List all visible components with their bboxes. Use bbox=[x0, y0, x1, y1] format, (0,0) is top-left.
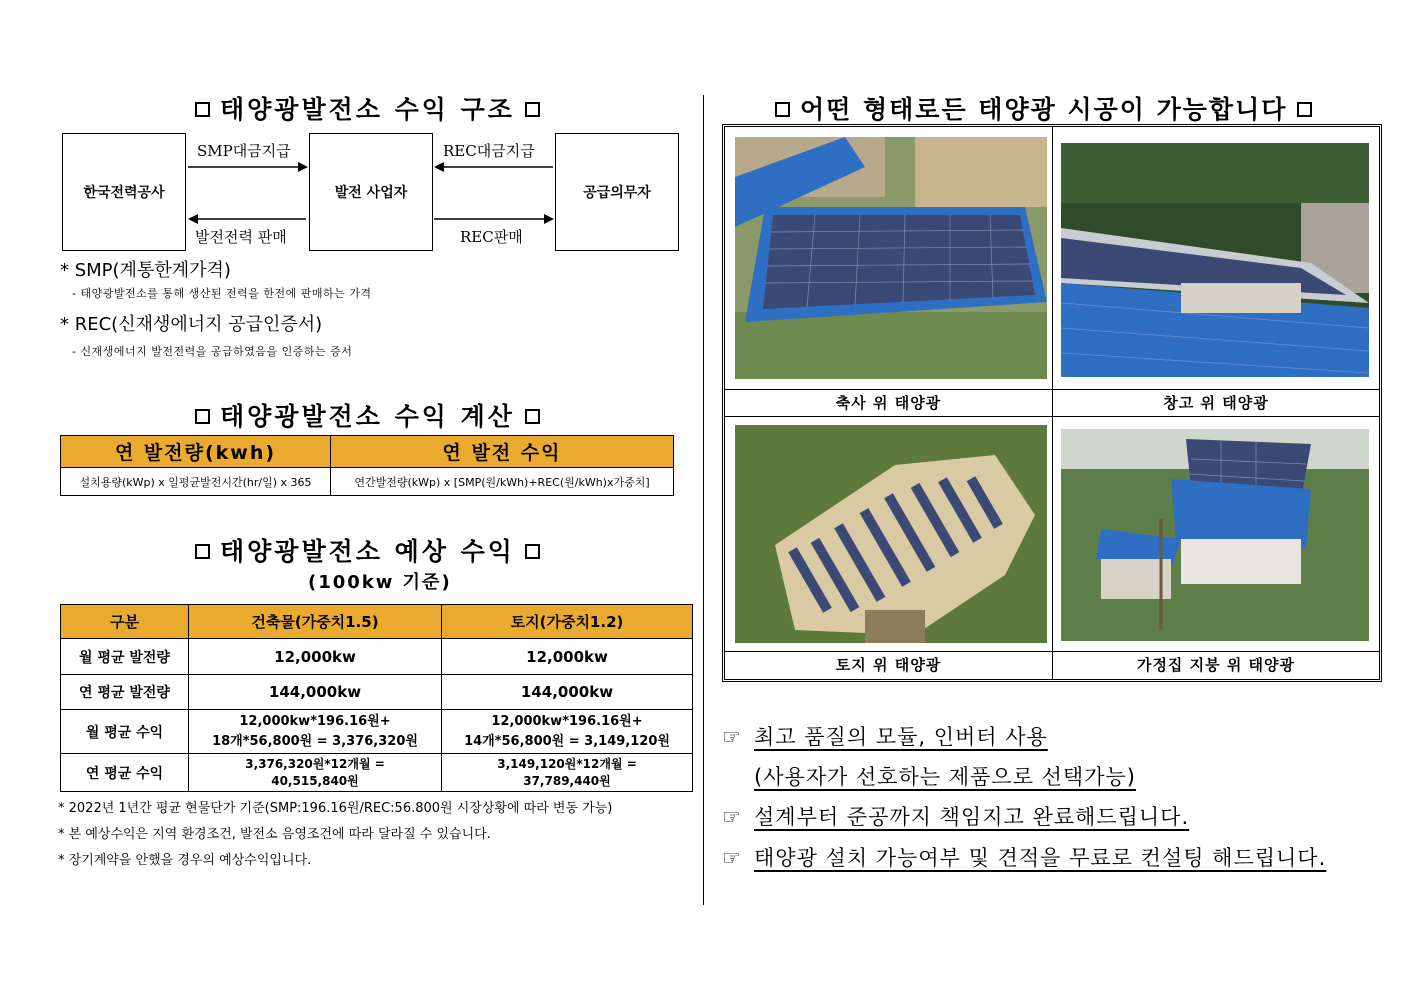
smp-note: * SMP(계통한계가격) bbox=[60, 260, 231, 281]
checkbox-square-icon bbox=[1297, 102, 1312, 117]
arrow-left-icon bbox=[188, 214, 306, 224]
table-row bbox=[61, 675, 693, 710]
operator-box: 발전 사업자 bbox=[309, 133, 433, 251]
building-value: 12,000kw*196.16원+ 18개*56,800원 = 3,376,320원 bbox=[189, 710, 442, 754]
caption-land: 토지 위 태양광 bbox=[725, 651, 1052, 678]
calc-formula-generation: 설치용량(kWp) x 일평균발전시간(hr/일) x 365 bbox=[61, 468, 331, 496]
photo-grid bbox=[722, 124, 1382, 682]
row-label: 월 평균 수익 bbox=[61, 710, 189, 754]
building-value: 12,000kw bbox=[189, 639, 442, 675]
arrow-right-icon bbox=[434, 214, 554, 224]
land-value: 3,149,120원*12개월 = 37,789,440원 bbox=[442, 754, 693, 792]
land-value: 12,000kw bbox=[442, 639, 693, 675]
rec-note-desc: - 신재생에너지 발전전력을 공급하였음을 인증하는 증서 bbox=[72, 345, 353, 358]
smp-pay-label: SMP대금지급 bbox=[197, 142, 291, 160]
structure-title: 태양광발전소 수익 구조 bbox=[185, 90, 550, 126]
calc-header-revenue: 연 발전 수익 bbox=[331, 436, 674, 468]
bullet-responsibility: ☞ 설계부터 준공까지 책임지고 완료해드립니다. bbox=[722, 805, 1190, 829]
arrow-left-icon bbox=[434, 162, 553, 172]
bullet-choice: (사용자가 선호하는 제품으로 선택가능) bbox=[754, 765, 1136, 789]
calc-formula-revenue: 연간발전량(kWp) x [SMP(원/kWh)+REC(원/kWh)x가중치] bbox=[331, 468, 674, 496]
land-value: 144,000kw bbox=[442, 675, 693, 710]
footnote: * 본 예상수익은 지역 환경조건, 발전소 음영조건에 따라 달라질 수 있습니다. bbox=[58, 827, 491, 842]
column-divider bbox=[703, 95, 704, 905]
kepco-box: 한국전력공사 bbox=[62, 133, 186, 251]
expect-header-category: 구분 bbox=[61, 605, 189, 639]
photo-land-solar bbox=[735, 425, 1047, 643]
grid-divider bbox=[725, 416, 1379, 417]
arrow-right-icon bbox=[188, 162, 308, 172]
caption-house: 가정집 지붕 위 태양광 bbox=[1053, 651, 1379, 678]
footnote: * 장기계약을 안했을 경우의 예상수익입니다. bbox=[58, 853, 312, 868]
table-row bbox=[61, 639, 693, 675]
bullet-consulting: ☞ 태양광 설치 가능여부 및 견적을 무료로 컨설팅 해드립니다. bbox=[722, 846, 1327, 870]
expect-table bbox=[60, 604, 693, 792]
photo-barn-solar bbox=[735, 137, 1047, 379]
checkbox-square-icon bbox=[195, 544, 210, 559]
rec-note: * REC(신재생에너지 공급인증서) bbox=[60, 314, 323, 335]
expect-header-land: 토지(가중치1.2) bbox=[442, 605, 693, 639]
caption-warehouse: 창고 위 태양광 bbox=[1053, 389, 1379, 416]
supplier-box: 공급의무자 bbox=[555, 133, 679, 251]
photo-warehouse-solar bbox=[1061, 143, 1369, 377]
table-row bbox=[61, 754, 693, 792]
row-label: 월 평균 발전량 bbox=[61, 639, 189, 675]
rec-pay-label: REC대금지급 bbox=[443, 142, 535, 160]
building-value: 3,376,320원*12개월 = 40,515,840원 bbox=[189, 754, 442, 792]
calc-table bbox=[60, 435, 674, 496]
expect-title: 태양광발전소 예상 수익 bbox=[185, 532, 550, 568]
calc-header-generation: 연 발전량(kwh) bbox=[61, 436, 331, 468]
row-label: 연 평균 발전량 bbox=[61, 675, 189, 710]
rec-sale-label: REC판매 bbox=[460, 228, 523, 246]
row-label: 연 평균 수익 bbox=[61, 754, 189, 792]
checkbox-square-icon bbox=[195, 102, 210, 117]
checkbox-square-icon bbox=[525, 544, 540, 559]
pointing-hand-icon: ☞ bbox=[722, 725, 742, 749]
expect-header-building: 건축물(가중치1.5) bbox=[189, 605, 442, 639]
table-row bbox=[61, 710, 693, 754]
right-title: 어떤 형태로든 태양광 시공이 가능합니다 bbox=[765, 90, 1322, 126]
pointing-hand-icon: ☞ bbox=[722, 846, 742, 870]
footnote: * 2022년 1년간 평균 현물단가 기준(SMP:196.16원/REC:56.800원 시장상황에 따라 변동 가능) bbox=[58, 801, 613, 816]
expect-subtitle: (100kw 기준) bbox=[308, 572, 452, 593]
power-sale-label: 발전전력 판매 bbox=[195, 228, 287, 246]
pointing-hand-icon: ☞ bbox=[722, 805, 742, 829]
checkbox-square-icon bbox=[195, 409, 210, 424]
calc-title: 태양광발전소 수익 계산 bbox=[185, 397, 550, 433]
photo-house-solar bbox=[1061, 429, 1369, 641]
checkbox-square-icon bbox=[525, 409, 540, 424]
bullet-quality: ☞ 최고 품질의 모듈, 인버터 사용 bbox=[722, 725, 1048, 749]
flow-arrows bbox=[186, 160, 556, 226]
caption-barn: 축사 위 태양광 bbox=[725, 389, 1052, 416]
land-value: 12,000kw*196.16원+ 14개*56,800원 = 3,149,120원 bbox=[442, 710, 693, 754]
smp-note-desc: - 태양광발전소를 통해 생산된 전력을 한전에 판매하는 가격 bbox=[72, 287, 372, 300]
building-value: 144,000kw bbox=[189, 675, 442, 710]
checkbox-square-icon bbox=[775, 102, 790, 117]
checkbox-square-icon bbox=[525, 102, 540, 117]
